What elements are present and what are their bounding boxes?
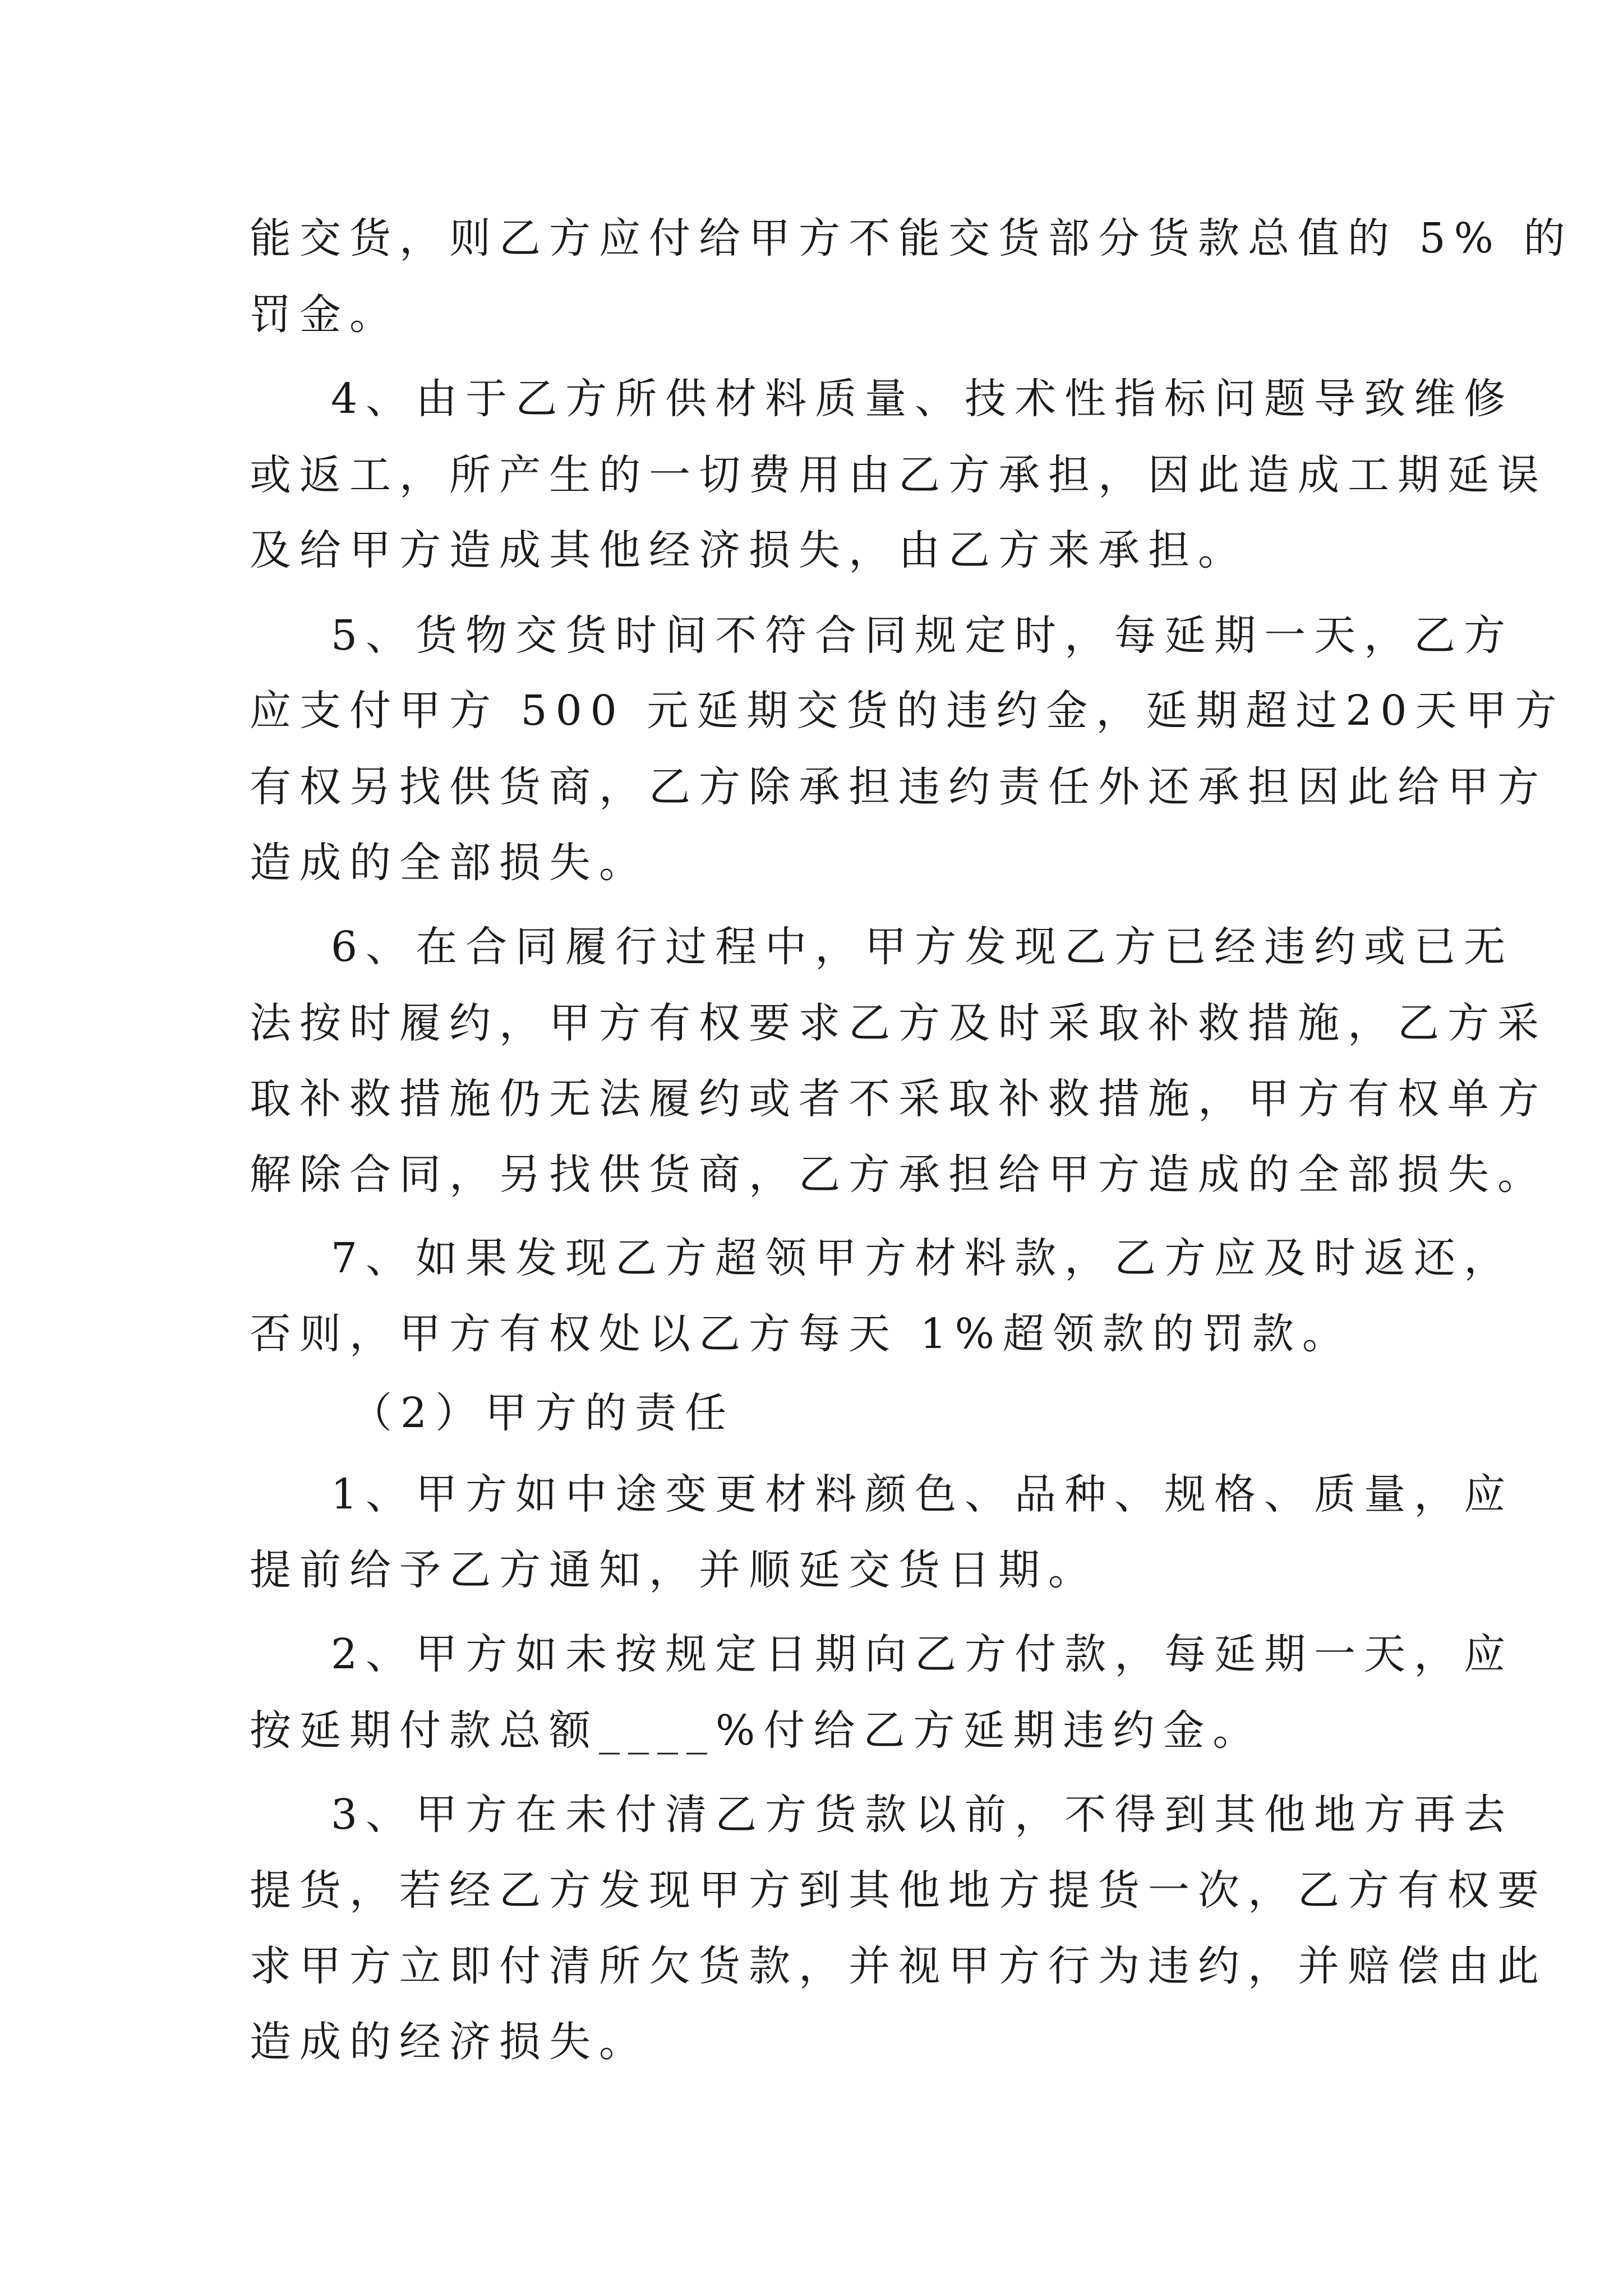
party-a-clause-3-line: 求甲方立即付清所欠货款，并视甲方行为违约，并赔偿由此 [250, 1942, 1547, 1990]
clause-5-line: 有权另找供货商，乙方除承担违约责任外还承担因此给甲方 [250, 763, 1547, 811]
clause-4-line: 及给甲方造成其他经济损失，由乙方来承担。 [250, 526, 1248, 574]
clause-6-line: 解除合同，另找供货商，乙方承担给甲方造成的全部损失。 [250, 1151, 1547, 1199]
clause-6-line: 法按时履约，甲方有权要求乙方及时采取补救措施，乙方采 [250, 999, 1547, 1047]
party-a-clause-3-line: 提货，若经乙方发现甲方到其他地方提货一次，乙方有权要 [250, 1866, 1547, 1915]
clause-5-line: 应支付甲方 500 元延期交货的违约金，延期超过20天甲方 [250, 687, 1565, 735]
clause-6-line: 取补救措施仍无法履约或者不采取补救措施，甲方有权单方 [250, 1075, 1547, 1123]
party-a-clause-3-line: 造成的经济损失。 [250, 2018, 649, 2066]
party-a-clause-1-line: 提前给予乙方通知，并顺延交货日期。 [250, 1546, 1098, 1594]
clause-5-line: 造成的全部损失。 [250, 839, 649, 887]
party-a-clause-2-line: 按延期付款总额____%付给乙方延期违约金。 [250, 1706, 1263, 1755]
clause-4-line: 或返工，所产生的一切费用由乙方承担，因此造成工期延误 [250, 451, 1547, 499]
party-a-clause-1-line: 1、甲方如中途变更材料颜色、品种、规格、质量，应 [331, 1470, 1514, 1519]
paragraph-line: 能交货，则乙方应付给甲方不能交货部分货款总值的 5% 的 [250, 214, 1574, 263]
clause-6-line: 6、在合同履行过程中，甲方发现乙方已经违约或已无 [331, 923, 1514, 971]
section-heading-party-a-responsibility: （2）甲方的责任 [351, 1389, 735, 1437]
clause-4-line: 4、由于乙方所供材料质量、技术性指标问题导致维修 [331, 375, 1514, 423]
clause-5-line: 5、货物交货时间不符合同规定时，每延期一天，乙方 [331, 611, 1514, 660]
clause-7-line: 7、如果发现乙方超领甲方材料款，乙方应及时返还， [331, 1234, 1514, 1282]
paragraph-line: 罚金。 [250, 291, 399, 339]
party-a-clause-3-line: 3、甲方在未付清乙方货款以前，不得到其他地方再去 [331, 1791, 1514, 1839]
clause-7-line: 否则，甲方有权处以乙方每天 1%超领款的罚款。 [250, 1310, 1352, 1358]
party-a-clause-2-line: 2、甲方如未按规定日期向乙方付款，每延期一天，应 [331, 1630, 1514, 1678]
